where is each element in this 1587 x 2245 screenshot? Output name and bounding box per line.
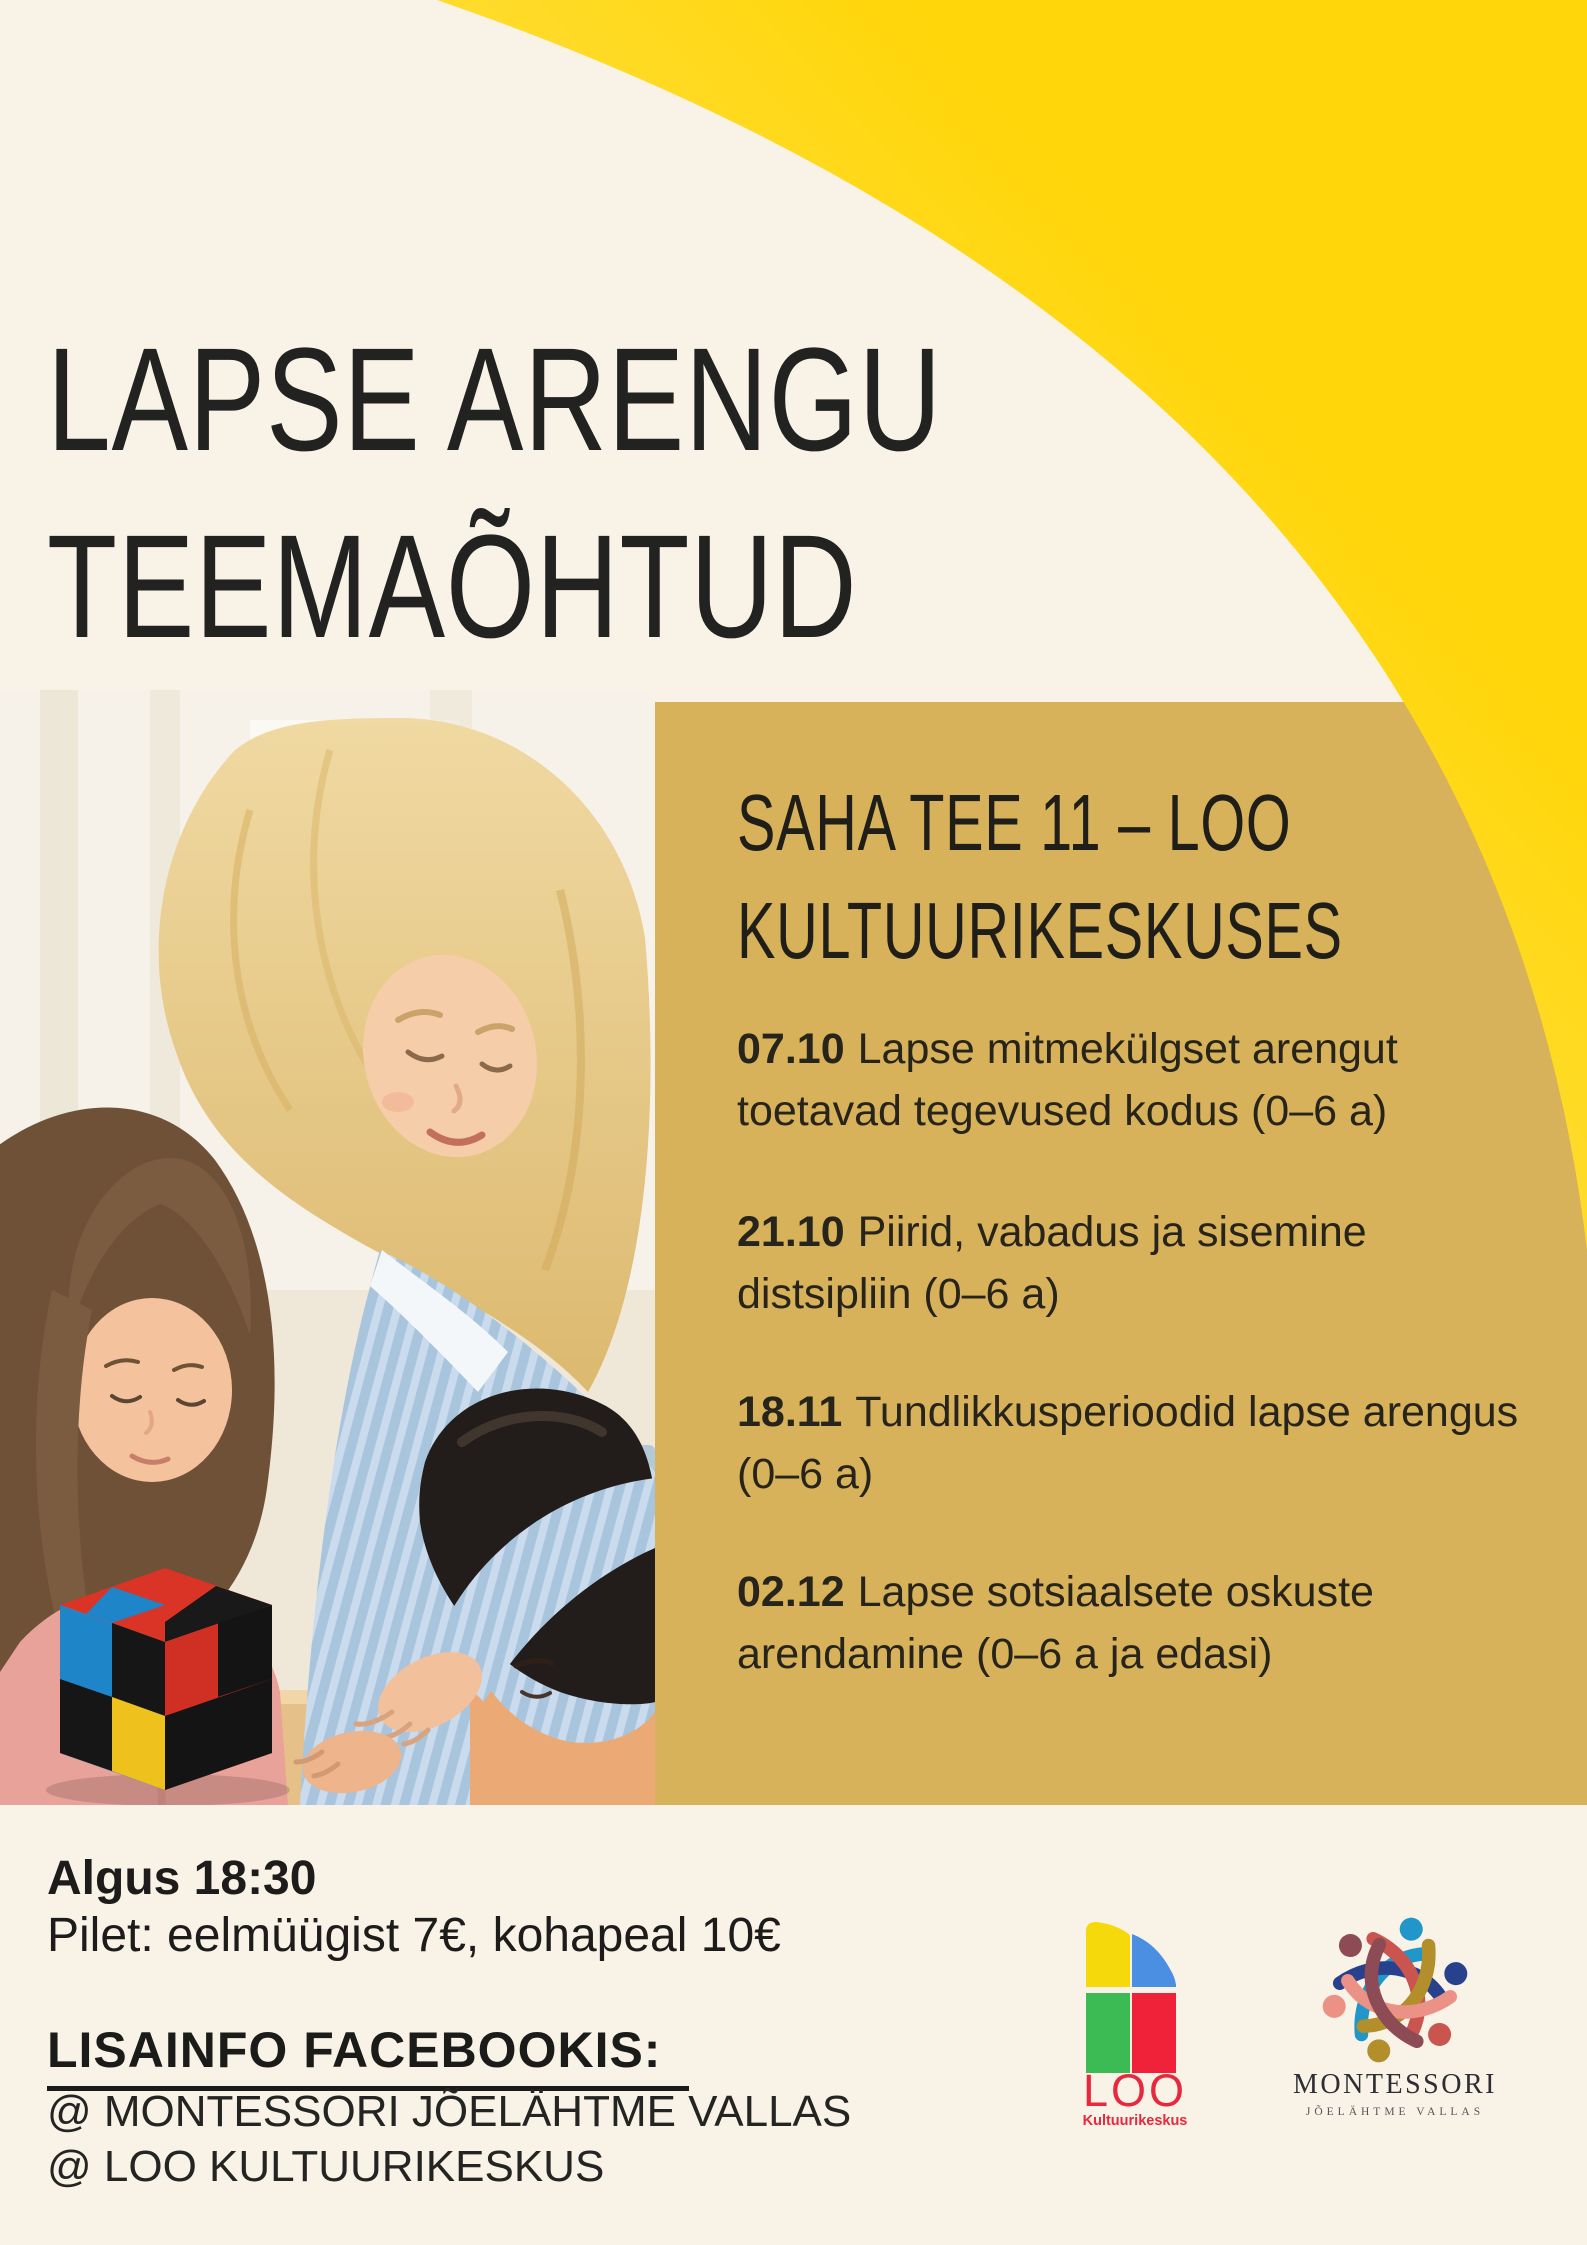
schedule-date: 07.10 — [737, 1025, 845, 1073]
ticket-info: Pilet: eelmüügist 7€, kohapeal 10€ — [47, 1909, 781, 1962]
loo-logo-icon — [1086, 1921, 1179, 2073]
montessori-logo-name: MONTESSORI — [1293, 2069, 1497, 2100]
venue-line2: KULTUURIKESKUSES — [737, 886, 1343, 975]
montessori-logo-icon — [1315, 1910, 1475, 2070]
poster-title-line2: TEEMAÕHTUD — [47, 505, 858, 669]
start-time: Algus 18:30 — [47, 1852, 317, 1905]
schedule-date: 21.10 — [737, 1208, 845, 1256]
schedule-text: Piirid, vabadus ja sisemine distsipliin (0–6 a) — [737, 1208, 1367, 1318]
schedule-text: Lapse mitmekülgset arengut toetavad tegevused kodus (0–6 a) — [737, 1025, 1398, 1135]
poster-title — [47, 307, 942, 681]
schedule-date: 18.11 — [737, 1388, 843, 1436]
schedule-item — [737, 1561, 1549, 1685]
loo-logo-name: LOO — [1083, 2065, 1188, 2116]
facebook-heading: LISAINFO FACEBOOKIS: — [47, 2021, 689, 2091]
montessori-logo-subtitle: JÕELÄHTME VALLAS — [1305, 2106, 1485, 2118]
photo-illustration — [0, 690, 655, 1805]
schedule-item — [737, 1381, 1549, 1505]
schedule-item — [737, 1018, 1549, 1142]
venue-line1: SAHA TEE 11 – LOO — [737, 778, 1292, 867]
facebook-page-loo: @ LOO KULTUURIKESKUS — [47, 2142, 605, 2191]
loo-logo-subtitle: Kultuurikeskus — [1082, 2113, 1188, 2129]
schedule-item — [737, 1201, 1549, 1325]
facebook-page-montessori: @ MONTESSORI JÕELÄHTME VALLAS — [47, 2087, 852, 2136]
poster-title-line1: LAPSE ARENGU — [47, 318, 943, 482]
venue-heading — [737, 769, 1343, 985]
schedule-date: 02.12 — [737, 1568, 845, 1616]
schedule-text: Lapse sotsiaalsete oskuste arendamine (0–6 a ja edasi) — [737, 1568, 1374, 1678]
schedule-text: Tundlikkusperioodid lapse arengus (0–6 a) — [737, 1388, 1519, 1498]
